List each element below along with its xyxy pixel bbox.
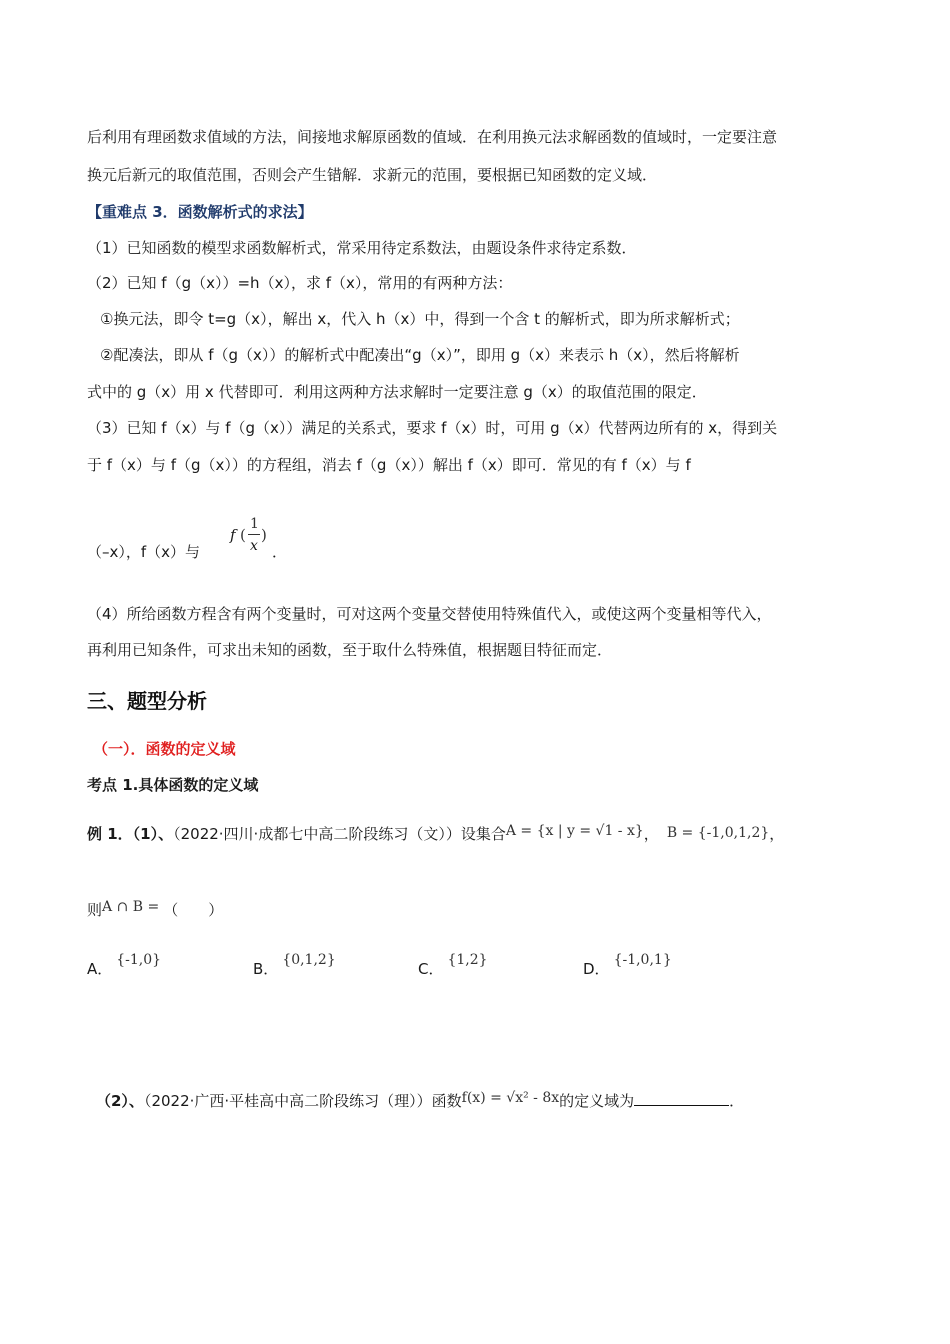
example-1-label: 例 1．（1）、 (87, 825, 174, 843)
option-c[interactable] (418, 952, 488, 979)
option-b-letter: B． (253, 960, 279, 978)
item-3-line2: 于 f（x）与 f（g（x））的方程组，消去 f（g（x））解出 f（x）即可．常见的有 f（x）与 f (87, 456, 691, 474)
item-3-line3 (87, 542, 200, 562)
option-c-value: {1,2} (447, 952, 488, 968)
answer-blank[interactable] (634, 1091, 729, 1106)
option-d-value: {-1,0,1} (613, 952, 672, 968)
function-expression: f(x) = √x² - 8x (461, 1090, 560, 1106)
item-3-end: ． (272, 543, 288, 561)
option-b[interactable] (253, 952, 336, 979)
option-d[interactable] (583, 952, 672, 979)
option-a-letter: A． (87, 960, 113, 978)
item-3-line3-text: （–x），f（x）与 (87, 543, 201, 561)
heading-key-point-3: 【重难点 3．函数解析式的求法】 (87, 203, 313, 221)
fraction-open-paren: ( (240, 526, 246, 544)
example-2-source: （2022·广西·平桂高中高二阶段练习（理））函数 (143, 1092, 462, 1110)
item-4-line2: 再利用已知条件，可求出未知的函数，至于取什么特殊值，根据题目特征而定． (87, 641, 613, 659)
option-c-letter: C． (418, 960, 444, 978)
option-b-value: {0,1,2} (282, 952, 336, 968)
fraction-close-paren: ) (261, 526, 267, 544)
option-a[interactable] (87, 952, 161, 979)
fraction-numerator: 1 (250, 516, 259, 532)
paragraph-line: 换元后新元的取值范围，否则会产生错解．求新元的范围，要根据已知函数的定义域． (87, 166, 658, 184)
option-a-value: {-1,0} (116, 952, 162, 968)
example-2-label: （2）、 (96, 1092, 144, 1110)
paragraph-line: 后利用有理函数求值域的方法，间接地求解原函数的值域．在利用换元法求解函数的值域时，一定要注意 (87, 128, 778, 146)
item-4-line1: （4）所给函数方程含有两个变量时，可对这两个变量交替使用特殊值代入，或使这两个变量相等代入， (87, 605, 772, 623)
fraction-bar (248, 534, 260, 535)
item-2a: ①换元法，即令 t=g（x），解出 x，代入 h（x）中，得到一个含 t 的解析式，即为所求解析式； (100, 310, 740, 328)
comma: ， (643, 825, 659, 843)
example-1-line2 (87, 897, 223, 920)
fraction-denominator: x (250, 538, 258, 554)
kaodian-title: 考点 1.具体函数的定义域 (87, 776, 259, 794)
example-1-source: （2022·四川·成都七中高二阶段练习（文））设集合 (173, 825, 506, 843)
comma-end: ， (769, 825, 785, 843)
item-2b-line2: 式中的 g（x）用 x 代替即可．利用这两种方法求解时一定要注意 g（x）的取值范围的限定． (87, 383, 707, 401)
fraction-f: f (230, 526, 236, 544)
subsection-title: （一）．函数的定义域 (93, 740, 236, 758)
option-d-letter: D． (583, 960, 610, 978)
ze-text: 则 (87, 901, 103, 919)
item-2: （2）已知 f（g（x））=h（x），求 f（x），常用的有两种方法： (87, 274, 513, 292)
answer-paren: （ ） (163, 901, 224, 919)
example-2-suffix: 的定义域为 (559, 1092, 635, 1110)
item-3-line1: （3）已知 f（x）与 f（g（x））满足的关系式，要求 f（x）时，可用 g（x）代替两边所有的 x，得到关 (87, 419, 778, 437)
set-b-expression: B = {-1,0,1,2} (666, 825, 770, 841)
intersection-expression: A ∩ B = (102, 899, 160, 915)
set-a-expression: A = {x | y = √1 - x} (505, 823, 644, 839)
section-title: 三、题型分析 (87, 689, 207, 713)
example-1-question (87, 821, 784, 844)
example-2-question (96, 1088, 744, 1111)
item-1: （1）已知函数的模型求函数解析式，常采用待定系数法，由题设条件求待定系数． (87, 239, 637, 257)
item-2b-line1: ②配凑法，即从 f（g（x））的解析式中配凑出“g（x）”，即用 g（x）来表示 h（x），然后将解析 (100, 346, 740, 364)
example-2-end: ． (729, 1092, 745, 1110)
